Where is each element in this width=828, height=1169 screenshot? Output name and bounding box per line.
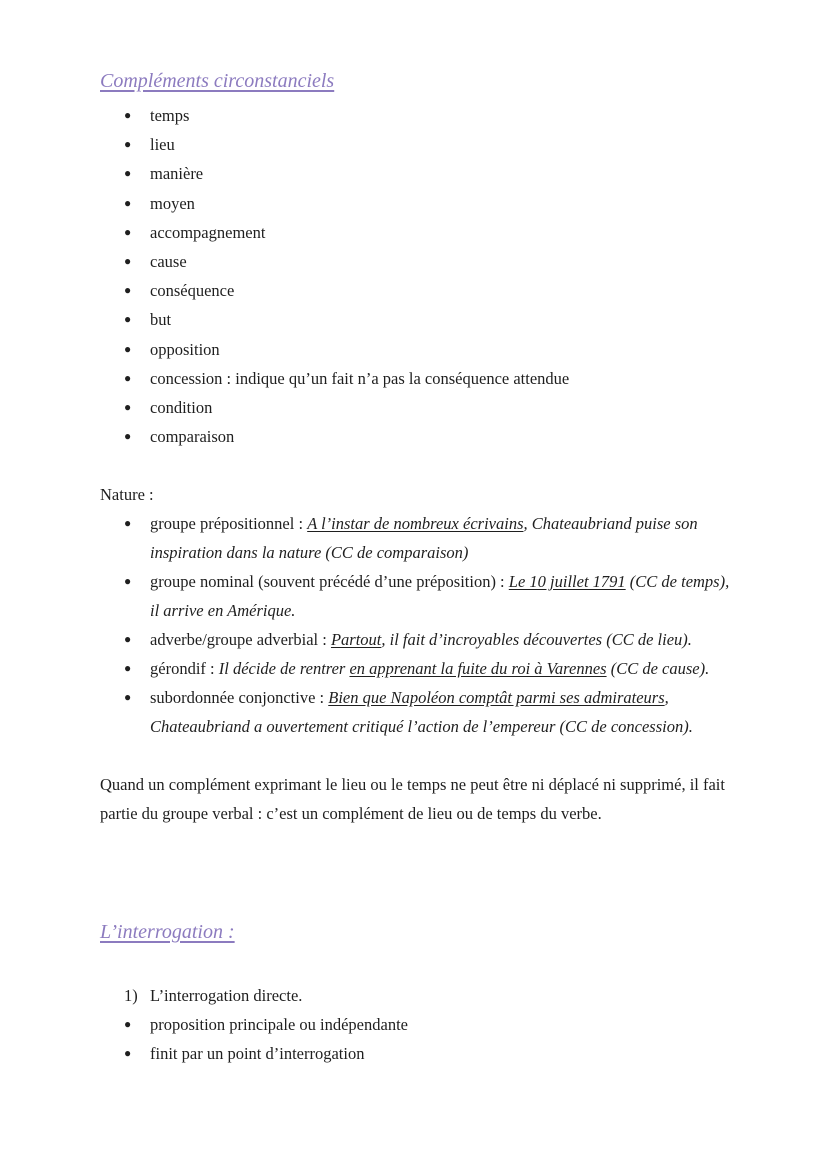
nature-item-gerondif — [0, 654, 730, 683]
nature-list — [0, 509, 730, 741]
list-item: ● opposition — [0, 335, 730, 364]
list-item: ● condition — [0, 393, 730, 422]
list-item: ● but — [0, 305, 730, 334]
list-item: ● manière — [0, 159, 730, 188]
nature-item-prepositional — [0, 509, 730, 567]
nature-lead: groupe prépositionnel : — [150, 514, 308, 533]
example-underlined: A l’instar de nombreux écrivains — [307, 514, 524, 533]
example-underlined: en apprenant la fuite du roi à Varennes — [349, 659, 607, 678]
list-item: ● conséquence — [0, 276, 730, 305]
section-title-complements: Compléments circonstanciels — [100, 70, 335, 92]
example-text: (CC de temps), il arrive en Amérique. — [150, 572, 730, 620]
list-item: ● moyen — [0, 189, 730, 218]
nature-item-adverbial — [0, 625, 730, 654]
numbered-item — [124, 981, 302, 1010]
numbered-item-text: L’interrogation directe. — [150, 986, 303, 1005]
list-item: ● finit par un point d’interrogation — [0, 1039, 730, 1068]
example-underlined: Bien que Napoléon comptât parmi ses admirateurs — [328, 688, 665, 707]
example-text: Il décide de rentrer — [218, 659, 350, 678]
example-underlined: Partout — [330, 630, 382, 649]
complement-types-list — [0, 101, 730, 451]
nature-item-nominal — [0, 567, 730, 625]
item-number: 1) — [124, 986, 138, 1005]
example-text: , Chateaubriand a ouvertement critiqué l’action de l’empereur (CC de concession). — [150, 688, 693, 736]
list-item: ● temps — [0, 101, 730, 130]
verbal-group-paragraph: Quand un complément exprimant le lieu ou le temps ne peut être ni déplacé ni supprimé, il fait partie du groupe verbal : c’est un complément de lieu ou de temps du verbe. — [100, 775, 725, 823]
nature-lead: gérondif : — [150, 659, 219, 678]
section-title-interrogation: L’interrogation : — [100, 921, 235, 943]
nature-lead: groupe nominal (souvent précédé d’une préposition) : — [150, 572, 509, 591]
example-text: (CC de cause). — [606, 659, 710, 678]
interrogation-list — [0, 1010, 730, 1068]
list-item: ● proposition principale ou indépendante — [0, 1010, 730, 1039]
nature-lead: adverbe/groupe adverbial : — [150, 630, 331, 649]
list-item: ● lieu — [0, 130, 730, 159]
example-text: , Chateaubriand puise son inspiration dans la nature (CC de comparaison) — [150, 514, 698, 562]
list-item: ● comparaison — [0, 422, 730, 451]
nature-lead: subordonnée conjonctive : — [150, 688, 329, 707]
list-item: ● accompagnement — [0, 218, 730, 247]
nature-label: Nature : — [100, 485, 154, 504]
list-item: ● concession : indique qu’un fait n’a pas la conséquence attendue — [0, 364, 730, 393]
list-item: ● cause — [0, 247, 730, 276]
example-text: , il fait d’incroyables découvertes (CC de lieu). — [381, 630, 692, 649]
example-underlined: Le 10 juillet 1791 — [508, 572, 626, 591]
nature-item-subordinate — [0, 683, 730, 741]
